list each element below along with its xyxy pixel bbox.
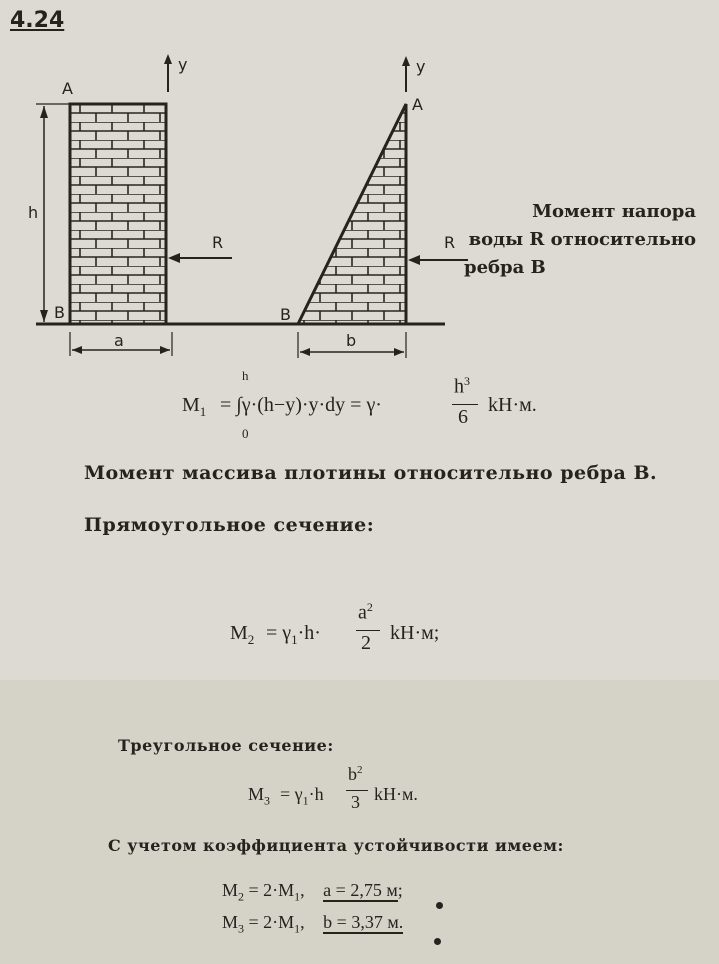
side-note xyxy=(464,198,696,282)
r1-eq: = 2·M xyxy=(248,880,295,900)
m3-numerator-sup: 2 xyxy=(357,764,363,776)
m2-denominator: 2 xyxy=(361,632,371,654)
moment-mass-text: Момент массива плотины относительно ребра В. xyxy=(84,462,658,484)
m3-symbol: M xyxy=(248,784,265,804)
label-a: a xyxy=(114,331,124,350)
r2-dot xyxy=(434,938,441,945)
rect-section-heading: Прямоугольное сечение: xyxy=(84,514,375,536)
m3-numerator: b xyxy=(348,764,357,784)
r2-lhs-sub: 3 xyxy=(238,921,245,936)
triangular-dam xyxy=(298,104,406,324)
integral-upper: h xyxy=(242,368,249,383)
rectangular-dam xyxy=(70,104,166,324)
h-arrow-down-icon xyxy=(40,310,48,322)
r1-eq-sub: 1 xyxy=(294,889,301,904)
result-row-1: $M_2 = 2\cdot M_1$, a = 2,75 м; xyxy=(222,880,403,904)
label-y-rect: y xyxy=(178,55,188,74)
side-note-line1: Момент напора xyxy=(532,201,696,222)
result-b-value: b = 3,37 м. xyxy=(323,912,404,932)
result-a-value: a = 2,75 м xyxy=(323,880,398,900)
m2-gamma-subscript: 1 xyxy=(291,632,298,647)
r-arrowhead-rect-icon xyxy=(168,253,180,263)
integral-lower: 0 xyxy=(242,426,249,441)
m1-numerator: h xyxy=(454,375,464,398)
m2-numerator-sup: 2 xyxy=(366,600,373,614)
r-arrowhead-tri-icon xyxy=(408,255,420,265)
m3-fraction-bar xyxy=(346,790,368,791)
label-r-tri: R xyxy=(444,233,456,252)
m1-numerator-sup: 3 xyxy=(464,374,470,388)
m3-mid: ·h xyxy=(308,784,324,804)
m1-subscript: 1 xyxy=(199,404,207,419)
r1-end: ; xyxy=(397,880,403,900)
h-arrow-up-icon xyxy=(40,106,48,118)
m2-fraction-bar xyxy=(356,630,380,631)
result-row-2: $M_3 = 2\cdot M_1$, b = 3,37 м. xyxy=(222,912,404,936)
stability-text: С учетом коэффициента устойчивости имеем: xyxy=(108,836,564,855)
label-b-bottom-tri: B xyxy=(280,305,291,324)
y-arrow-rect-icon xyxy=(164,54,172,64)
label-b-bottom-rect: B xyxy=(54,303,65,322)
m2-body: = γ xyxy=(266,622,292,644)
side-note-line2: воды R относительно xyxy=(468,229,696,250)
m2-numerator: a xyxy=(358,601,367,624)
label-a-top-rect: A xyxy=(62,79,73,98)
problem-number: 4.24 xyxy=(10,8,65,33)
r1-lhs: M xyxy=(222,880,239,900)
r1-lhs-sub: 2 xyxy=(238,889,245,904)
r2-eq-sub: 1 xyxy=(294,921,301,936)
m1-body: = ∫γ·(h−y)·y·dy = γ· xyxy=(220,394,382,416)
r1-dot xyxy=(436,902,443,909)
m2-mid: ·h· xyxy=(297,622,321,644)
label-r-rect: R xyxy=(212,233,224,252)
m2-subscript: 2 xyxy=(247,632,255,647)
side-note-line3: ребра В xyxy=(464,257,546,278)
label-b: b xyxy=(346,331,357,350)
r2-lhs: M xyxy=(222,912,239,932)
m1-fraction-bar xyxy=(452,404,478,405)
y-arrow-tri-icon xyxy=(402,56,410,66)
m1-unit: kH·м. xyxy=(488,394,537,416)
r2-eq: = 2·M xyxy=(248,912,295,932)
tri-section-heading: Треугольное сечение: xyxy=(118,736,334,755)
m3-unit: kH·м. xyxy=(374,784,418,804)
m3-gamma-subscript: 1 xyxy=(302,793,309,808)
label-h: h xyxy=(28,203,39,222)
m2-symbol: M xyxy=(230,622,248,644)
m3-denominator: 3 xyxy=(351,792,360,812)
m1-symbol: M xyxy=(182,394,200,416)
m3-subscript: 3 xyxy=(264,793,271,808)
label-a-top-tri: A xyxy=(412,95,423,114)
m2-unit: kH·м; xyxy=(390,622,440,644)
label-y-tri: y xyxy=(416,57,426,76)
m1-denominator: 6 xyxy=(458,406,468,428)
m3-body: = γ xyxy=(280,784,303,804)
